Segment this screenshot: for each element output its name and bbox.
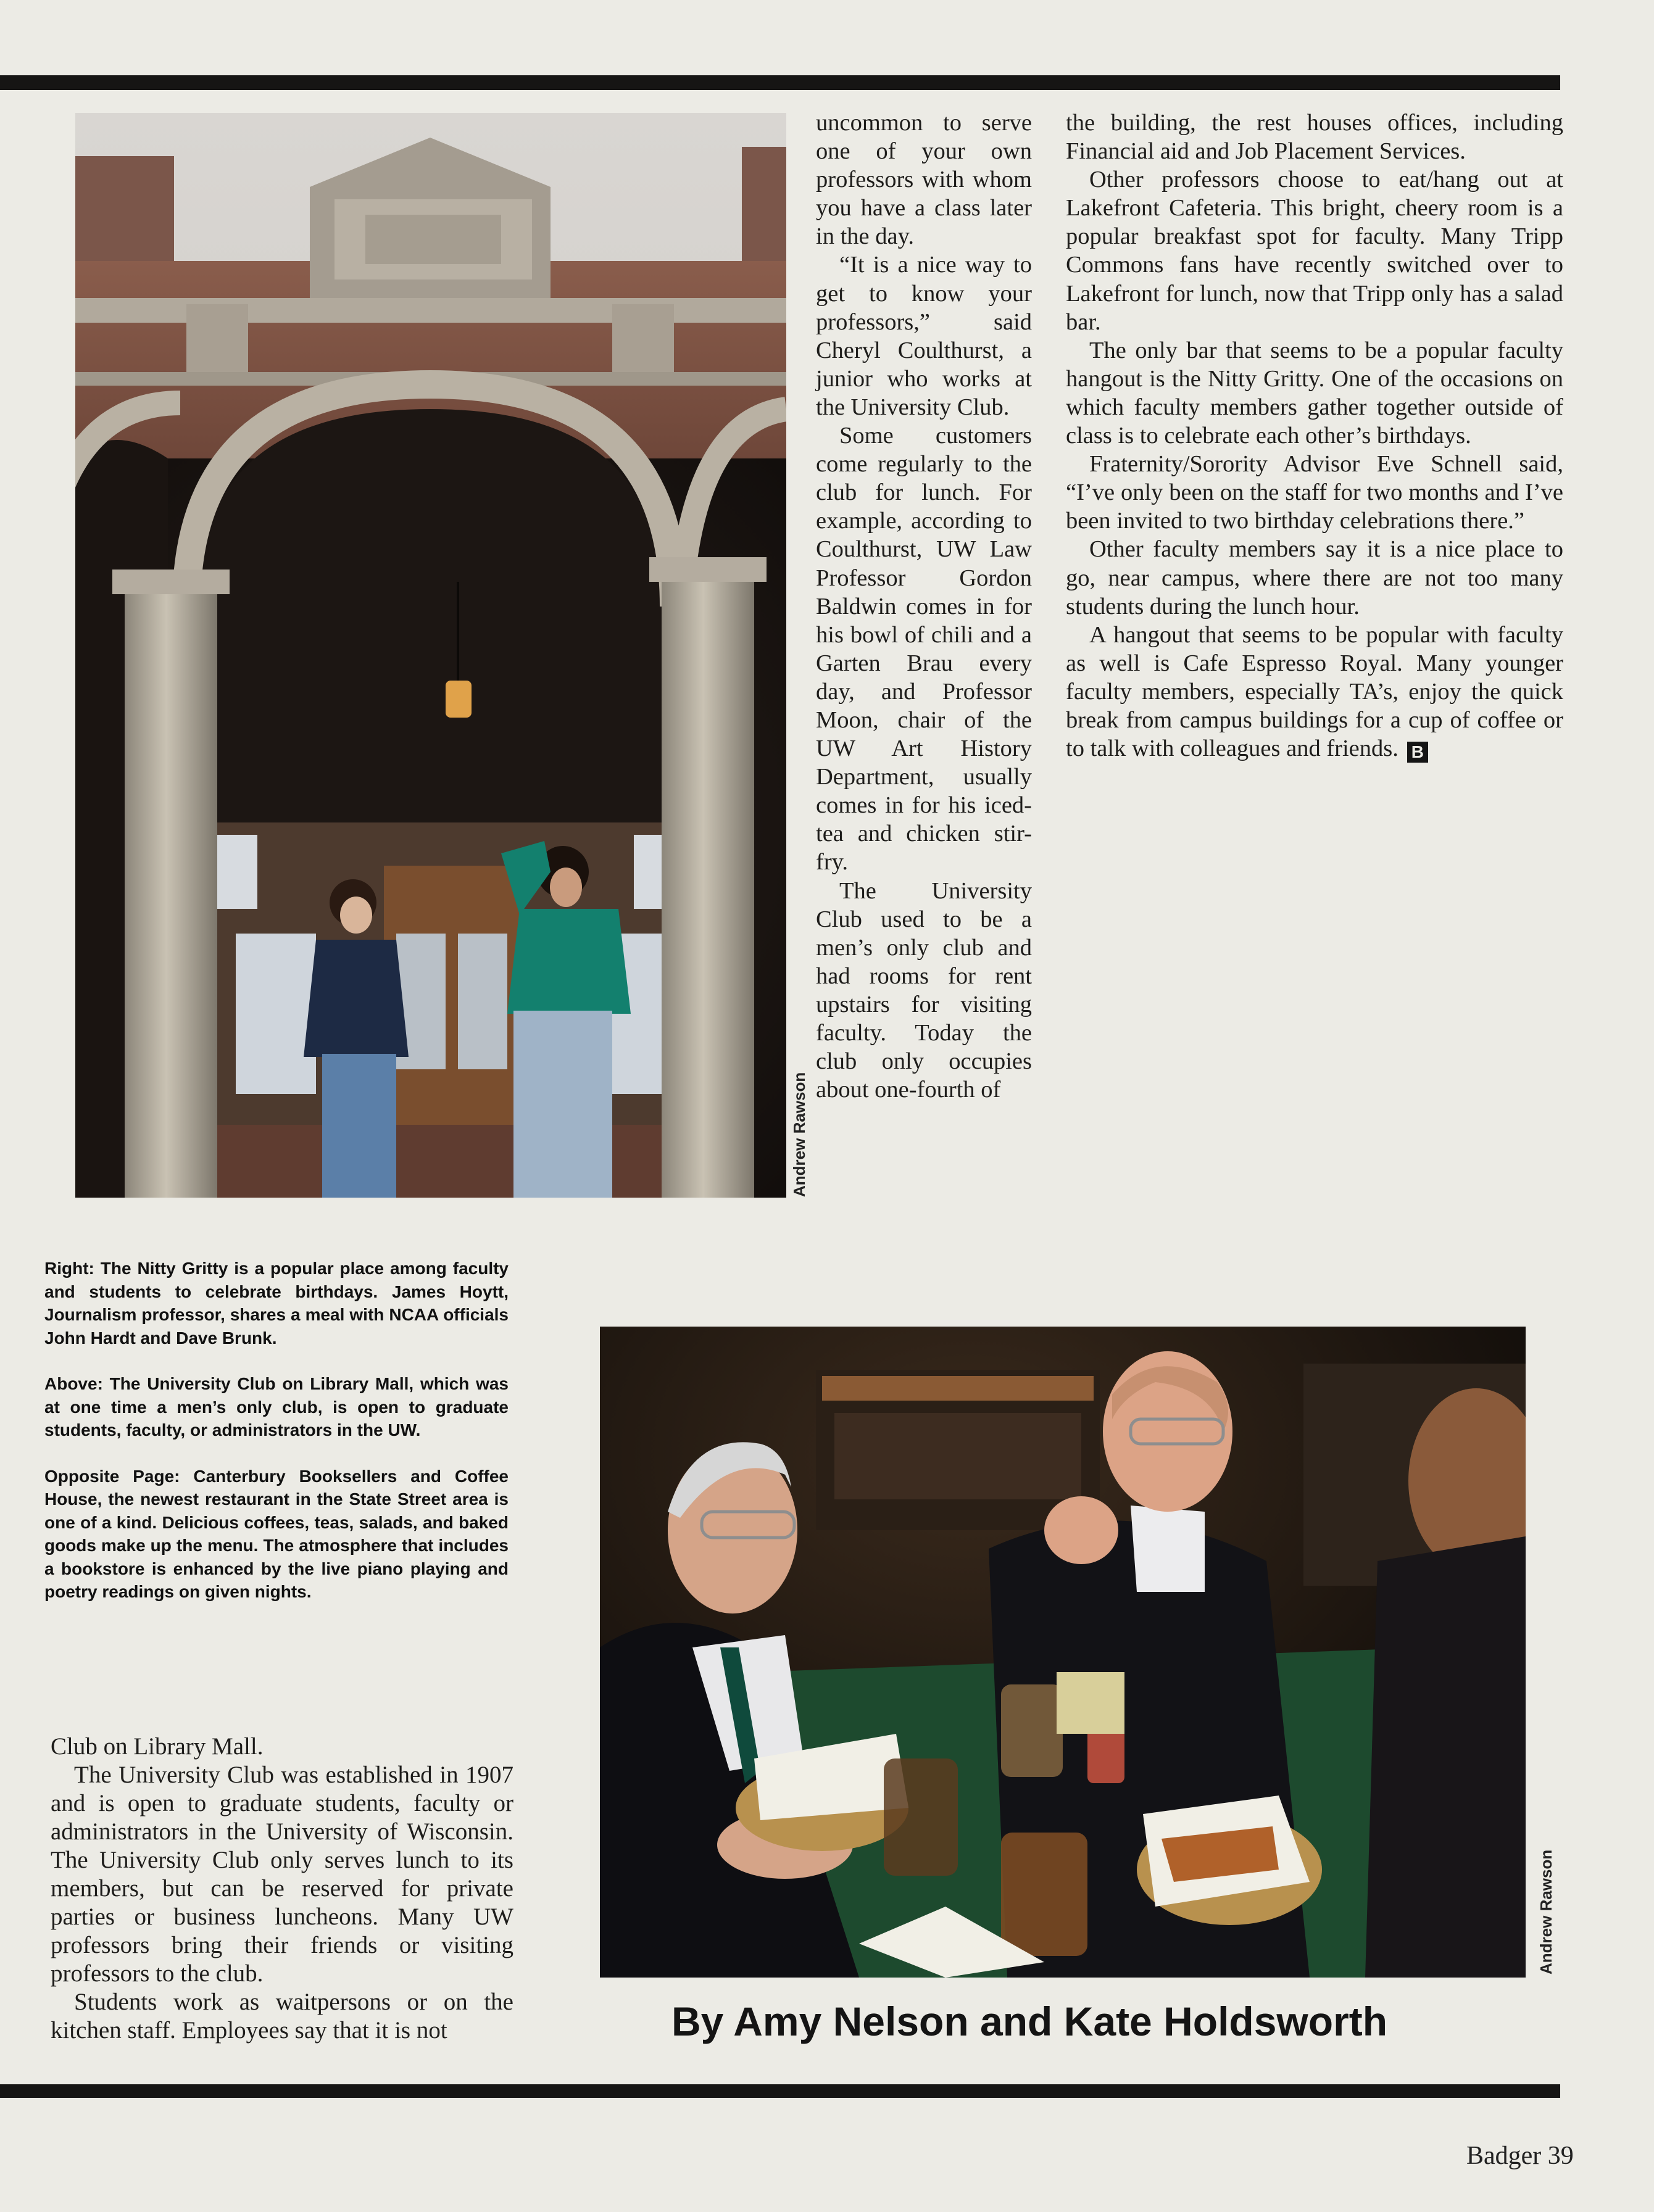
byline: By Amy Nelson and Kate Holdsworth bbox=[671, 1999, 1388, 2044]
paragraph: Fraternity/Sorority Advisor Eve Schnell said, “I’ve only been on the staff for two months and I’ve been invited to two birthday celebrations there.” bbox=[1066, 451, 1563, 534]
page-number: Badger 39 bbox=[1466, 2142, 1574, 2170]
paragraph: the building, the rest houses offices, including Financial aid and Job Placement Services. bbox=[1066, 110, 1563, 165]
paragraph: uncommon to serve one of your own professors with whom you have a class later in the day. bbox=[816, 110, 1032, 250]
paragraph: Students work as waitpersons or on the kitchen staff. Employees say that it is not bbox=[51, 1989, 513, 2044]
paragraph-last bbox=[1066, 621, 1563, 763]
paragraph: The University Club used to be a men’s only club and had rooms for rent upstairs for visiting faculty. Today the club only occupies about one-fourth of bbox=[816, 877, 1032, 1103]
paragraph-text: A hangout that seems to be popular with faculty as well is Cafe Espresso Royal. Many younger faculty members, especially TA’s, enjoy the quick break from campus buildings for a cup of coffee or to talk with colleagues and friends. bbox=[1066, 621, 1563, 762]
caption-opposite-page: Opposite Page: Canterbury Booksellers and Coffee House, the newest restaurant in the State Street area is one of a kind. Delicious coffees, teas, salads, and baked goods make up the menu. The atmosphere that includes a bookstore is enhanced by the live piano playing and poetry readings on given nights. bbox=[44, 1466, 509, 1601]
caption-above: Above: The University Club on Library Mall, which was at one time a men’s only club, is open to graduate students, faculty, or administrators in the UW. bbox=[44, 1374, 509, 1439]
paragraph: The University Club was established in 1907 and is open to graduate students, faculty or administrators in the University of Wisconsin. The University Club only serves lunch to its members, but can be reserved for private parties or business luncheons. Many UW professors bring their friends or visiting professors to the club. bbox=[51, 1762, 513, 1987]
paragraph: Some customers come regularly to the club for lunch. For example, according to Coulthurst, UW Law Professor Gordon Baldwin comes in for his bowl of chili and a Garten Brau every day, and Professor Moon, chair of the UW Art History Department, usually comes in for his iced-tea and chicken stir-fry. bbox=[816, 423, 1032, 876]
article-column-left bbox=[51, 1733, 513, 2045]
end-mark-icon: B bbox=[1407, 742, 1428, 763]
article-column-middle bbox=[816, 109, 1032, 1104]
nitty-gritty-photo bbox=[600, 1327, 1526, 1978]
paragraph: “It is a nice way to get to know your professors,” said Cheryl Coulthurst, a junior who works at the University Club. bbox=[816, 252, 1032, 420]
paragraph: Other professors choose to eat/hang out at Lakefront Cafeteria. This bright, cheery room is a popular breakfast spot for faculty. Many Tripp Commons fans have recently switched over to Lakefront for lunch, now that Tripp only has a salad bar. bbox=[1066, 167, 1563, 335]
bottom-rule bbox=[0, 2084, 1560, 2098]
paragraph: Club on Library Mall. bbox=[51, 1733, 264, 1760]
paragraph: Other faculty members say it is a nice place to go, near campus, where there are not too many students during the lunch hour. bbox=[1066, 536, 1563, 619]
university-club-photo bbox=[75, 113, 786, 1198]
top-rule bbox=[0, 75, 1560, 90]
photo-credit: Andrew Rawson bbox=[790, 1072, 808, 1197]
paragraph: The only bar that seems to be a popular faculty hangout is the Nitty Gritty. One of the occasions on which faculty members gather together outside of class is to celebrate each other’s birthdays. bbox=[1066, 337, 1563, 449]
caption-right: Right: The Nitty Gritty is a popular place among faculty and students to celebrate birthdays. James Hoytt, Journalism professor, shares a meal with NCAA officials John Hardt and Dave Brunk. bbox=[44, 1259, 509, 1348]
photo-credit: Andrew Rawson bbox=[1537, 1849, 1555, 1974]
article-column-right bbox=[1066, 109, 1563, 763]
photo-captions bbox=[44, 1257, 509, 1626]
